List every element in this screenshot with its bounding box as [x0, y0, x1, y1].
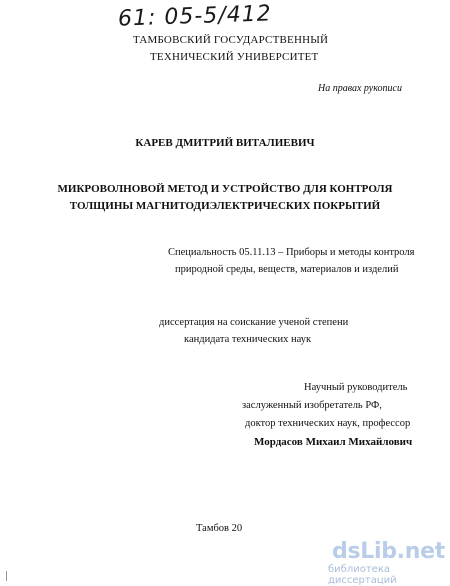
thesis-title-line1: МИКРОВОЛНОВОЙ МЕТОД И УСТРОЙСТВО ДЛЯ КОНТРОЛЯ [57, 183, 393, 195]
dslib-logo-subtitle: библиотека диссертаций [328, 564, 397, 586]
university-name-line1: ТАМБОВСКИЙ ГОСУДАРСТВЕННЫЙ [133, 34, 329, 46]
author-name: КАРЕВ ДМИТРИЙ ВИТАЛИЕВИЧ [135, 137, 315, 149]
specialty-line1: Специальность 05.11.13 – Приборы и методы контроля [168, 247, 415, 258]
supervisor-label: Научный руководитель [304, 382, 408, 393]
dissertation-degree-line2: кандидата технических наук [184, 334, 312, 345]
supervisor-title2: доктор технических наук, профессор [245, 418, 411, 429]
supervisor-name: Мордасов Михаил Михайлович [254, 436, 413, 448]
watermark-logo-area [322, 531, 450, 586]
supervisor-title1: заслуженный изобретатель РФ, [242, 400, 382, 411]
manuscript-rights-note: На правах рукописи [318, 83, 402, 94]
university-name-line2: ТЕХНИЧЕСКИЙ УНИВЕРСИТЕТ [150, 51, 319, 63]
city-year: Тамбов 20 [196, 523, 243, 534]
dissertation-degree-line1: диссертация на соискание ученой степени [159, 317, 349, 328]
thesis-title-line2: ТОЛЩИНЫ МАГНИТОДИЭЛЕКТРИЧЕСКИХ ПОКРЫТИЙ [69, 200, 381, 212]
handwritten-stamp: 61: 05-5/412 [117, 1, 273, 32]
dslib-logo: dsLib.net [332, 539, 445, 564]
page-corner-mark [6, 571, 13, 581]
specialty-line2: природной среды, веществ, материалов и изделий [175, 264, 399, 275]
